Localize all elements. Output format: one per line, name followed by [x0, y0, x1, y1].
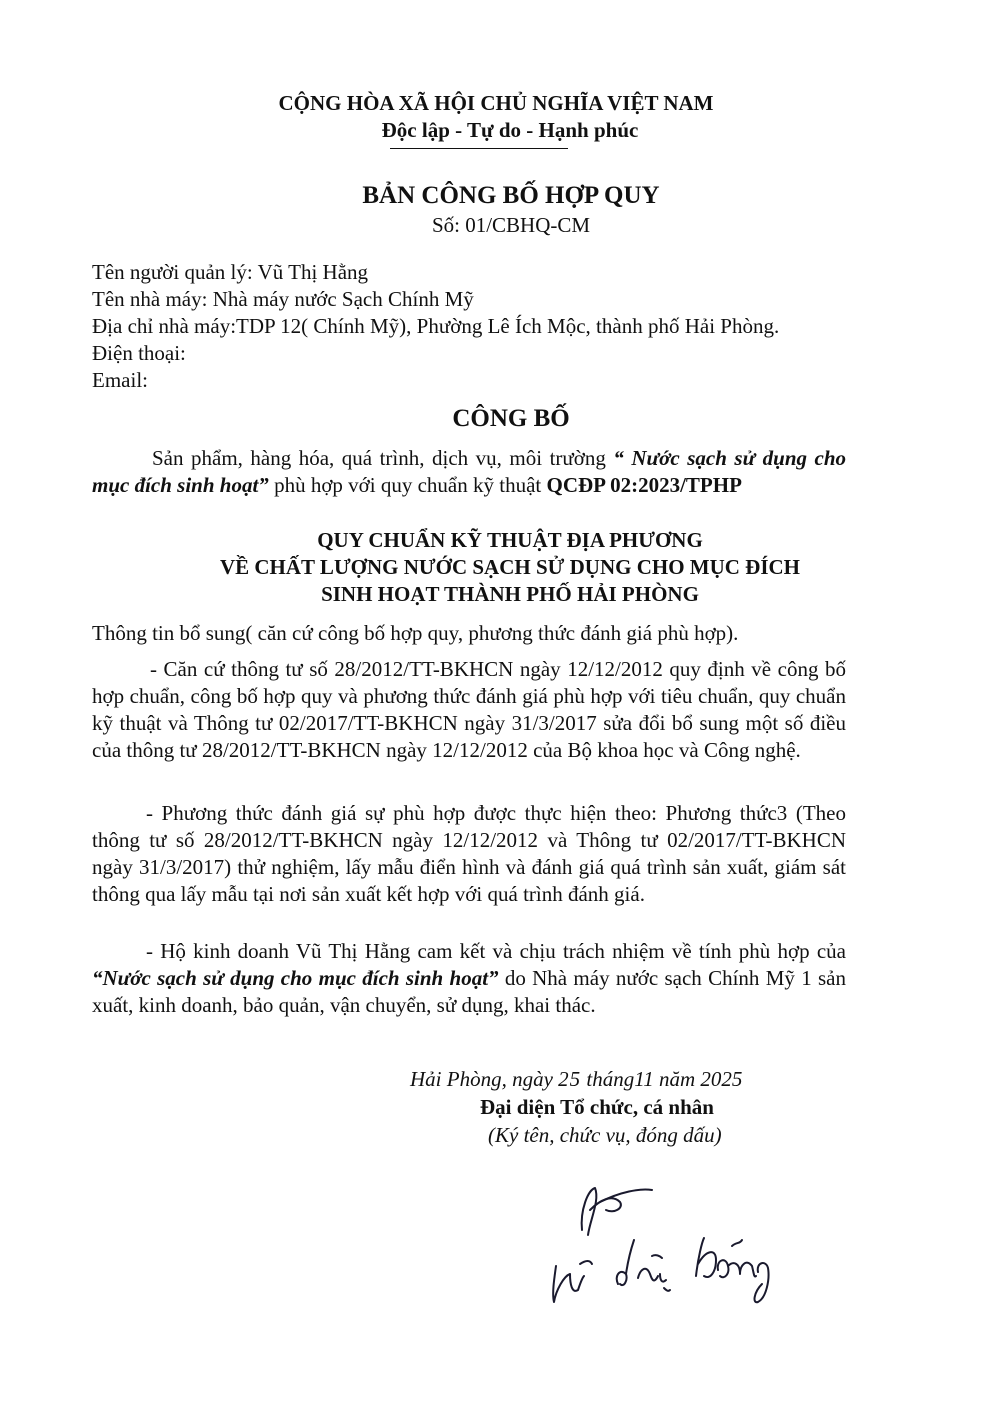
- announce-text-a: Sản phẩm, hàng hóa, quá trình, dịch vụ, môi trường: [152, 446, 614, 470]
- document-number: Số: 01/CBHQ-CM: [431, 213, 591, 237]
- manager-name: Tên người quản lý: Vũ Thị Hằng: [92, 260, 369, 284]
- place-date-month-label: tháng: [581, 1067, 635, 1091]
- product-name: “ Nước sạch sử dụng cho mục đích sinh hoạt”: [92, 446, 846, 497]
- nation-header: CỘNG HÒA XÃ HỘI CHỦ NGHĨA VIỆT NAM: [278, 91, 714, 115]
- standard-title-line-2: VỀ CHẤT LƯỢNG NƯỚC SẠCH SỬ DỤNG CHO MỤC ĐÍCH: [219, 555, 801, 579]
- handwritten-day: 25: [558, 1067, 582, 1091]
- standard-code: QCĐP 02:2023/TPHP: [546, 473, 742, 497]
- handwritten-signature: [540, 1180, 800, 1320]
- commitment-text-a: - Hộ kinh doanh Vũ Thị Hằng cam kết và chịu trách nhiệm về tính phù hợp của: [146, 939, 846, 963]
- standard-title-line-3: SINH HOẠT THÀNH PHỐ HẢI PHÒNG: [321, 582, 699, 606]
- place-date-prefix: Hải Phòng, ngày: [410, 1067, 559, 1091]
- motto: Độc lập - Tự do - Hạnh phúc: [381, 118, 639, 142]
- factory-address: Địa chỉ nhà máy:TDP 12( Chính Mỹ), Phường Lê Ích Mộc, thành phố Hải Phòng.: [92, 314, 780, 338]
- signing-note: (Ký tên, chức vụ, đóng dấu): [488, 1123, 722, 1147]
- handwritten-month: 11: [634, 1067, 654, 1091]
- commitment-text-b: do Nhà máy nước sạch Chính Mỹ 1 sản xuất, kinh doanh, bảo quản, vận chuyển, sử dụng, khai thác.: [92, 966, 846, 1017]
- announce-paragraph: [92, 445, 846, 499]
- basis-item-1: - Căn cứ thông tư số 28/2012/TT-BKHCN ngày 12/12/2012 quy định về công bố hợp chuẩn, công bố hợp quy và phương thức đánh giá phù hợp với tiêu chuẩn, quy chuẩn kỹ thuật và Thông tư 02/2017/TT-BKHCN ngày 31/3/2017 sửa đổi bổ sung một số điều của thông tư 28/2012/TT-BKHCN ngày 12/12/2012 của Bộ khoa học và Công nghệ.: [92, 657, 846, 762]
- place-date-year: năm 2025: [653, 1067, 743, 1091]
- commitment-item: [92, 938, 846, 1019]
- representative-title: Đại diện Tổ chức, cá nhân: [480, 1095, 714, 1119]
- phone-label: Điện thoại:: [92, 341, 186, 365]
- factory-name: Tên nhà máy: Nhà máy nước Sạch Chính Mỹ: [92, 287, 474, 311]
- extra-info-intro: Thông tin bổ sung( căn cứ công bố hợp quy, phương thức đánh giá phù hợp).: [92, 621, 739, 645]
- commitment-product: “Nước sạch sử dụng cho mục đích sinh hoạt”: [92, 966, 499, 990]
- document-title: BẢN CÔNG BỐ HỢP QUY: [362, 182, 660, 209]
- email-label: Email:: [92, 368, 148, 392]
- announce-heading: CÔNG BỐ: [452, 405, 570, 432]
- announce-text-b: phù hợp với quy chuẩn kỹ thuật: [268, 473, 547, 497]
- place-date: [410, 1066, 742, 1093]
- standard-title-line-1: QUY CHUẨN KỸ THUẬT ĐỊA PHƯƠNG: [317, 528, 703, 552]
- motto-underline: [390, 148, 568, 149]
- basis-item-2: - Phương thức đánh giá sự phù hợp được thực hiện theo: Phương thức3 (Theo thông tư số 28/2012/TT-BKHCN ngày 12/12/2012 và Thông tư 02/2017/TT-BKHCN ngày 31/3/2017) thử nghiệm, lấy mẫu điển hình và đánh giá quá trình sản xuất, giám sát thông qua lấy mẫu tại nơi sản xuất kết hợp với quá trình đánh giá.: [92, 801, 846, 906]
